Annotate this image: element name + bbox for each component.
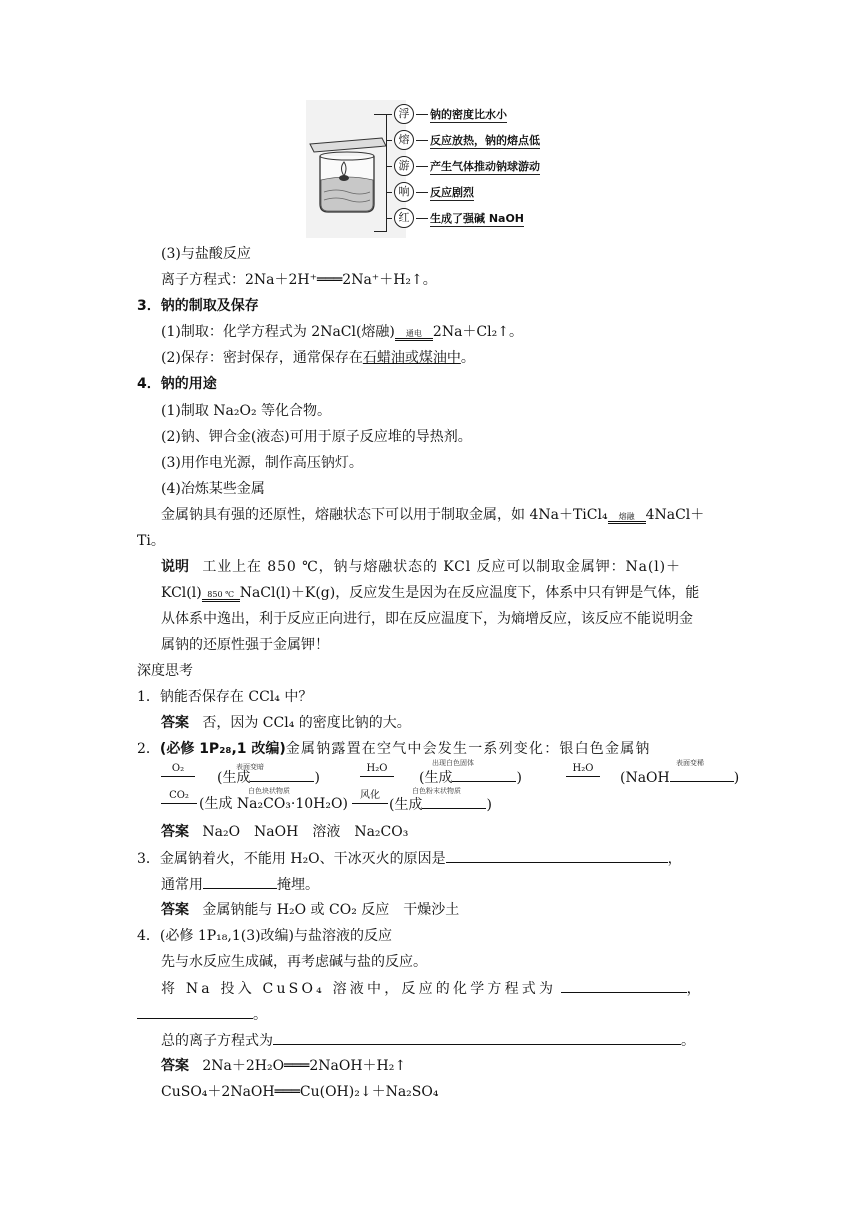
- step-product-label: (生成: [389, 797, 423, 813]
- question-2-text: 金属钠露置在空气中会发生一系列变化：银白色金属钠: [285, 741, 651, 757]
- step-reagent: CO₂: [169, 790, 189, 801]
- answer-blank[interactable]: [250, 767, 314, 782]
- step-product-label: (生成: [217, 770, 251, 786]
- metal-text: 金属钠具有强的还原性，熔融状态下可以用于制取金属，如 4Na＋TiCl₄: [161, 507, 608, 523]
- question-2-num: 2．: [137, 741, 160, 757]
- reaction-condition-arrow: [202, 590, 240, 602]
- answer-4-eq-2: CuSO₄＋2NaOH═══Cu(OH)₂↓＋Na₂SO₄: [161, 1084, 439, 1100]
- figure-item-label: 反应剧烈: [430, 185, 474, 199]
- prep-text: (1)制取：化学方程式为 2NaCl(熔融): [161, 324, 395, 340]
- reaction-condition-arrow: [395, 329, 433, 341]
- step-reagent: O₂: [171, 763, 185, 774]
- note-line-4: 属钠的还原性强于金属钾！: [161, 637, 329, 653]
- metal-condition: 熔融: [618, 512, 635, 521]
- hcl-eq: 2Na＋2H⁺═══2Na⁺＋H₂↑。: [245, 272, 437, 288]
- answer-blank[interactable]: [561, 978, 687, 993]
- answer-label: 答案: [161, 824, 189, 840]
- step-arrow: [360, 776, 394, 777]
- question-3-cont: [161, 874, 319, 895]
- answer-1-text: 否，因为 CCl₄ 的密度比钠的大。: [202, 715, 411, 731]
- step-observation: 白色粉末状物质: [412, 787, 461, 795]
- note-text-2b: NaCl(l)＋K(g)，反应发生是因为在反应温度下，体系中只有钾是气体，能: [239, 585, 700, 601]
- step-reagent: 风化: [360, 790, 380, 801]
- step-arrow: [566, 776, 600, 777]
- question-4-text-4: 总的离子方程式为: [161, 1033, 273, 1049]
- question-3-text: 3．金属钠着火，不能用 H₂O、干冰灭火的原因是: [137, 851, 446, 867]
- sodium-preparation: [161, 322, 523, 342]
- figure-item-char: 熔: [394, 130, 414, 150]
- note-condition: 850 ℃: [207, 590, 235, 599]
- prep-condition: 通电: [405, 329, 422, 338]
- answer-blank[interactable]: [137, 1004, 253, 1019]
- answer-3: [161, 900, 459, 920]
- hcl-eq-label: 离子方程式：: [161, 272, 245, 288]
- figure-item-label: 钠的密度比水小: [430, 107, 507, 121]
- question-3: 3．金属钠着火，不能用 H₂O、干冰灭火的原因是 ，: [137, 848, 682, 869]
- answer-label: 答案: [161, 902, 189, 918]
- store-answer: 石蜡油或煤油中: [362, 350, 461, 366]
- figure-item-char: 浮: [394, 104, 414, 124]
- figure-item: [392, 182, 474, 202]
- section-4-title: 4．钠的用途: [137, 376, 217, 392]
- use-item: (3)用作电光源，制作高压钠灯。: [161, 455, 363, 471]
- step-observation: 白色块状物质: [248, 787, 290, 795]
- figure-item-label: 反应放热，钠的熔点低: [430, 133, 540, 147]
- step-product-label: (NaOH: [620, 770, 670, 786]
- figure-item-char: 游: [394, 156, 414, 176]
- step-reagent: H₂O: [366, 763, 388, 774]
- note-line-1: [161, 557, 681, 577]
- step-observation: 出现白色固体: [432, 759, 474, 767]
- close-paren: ): [733, 770, 740, 786]
- figure-item-label: 生成了强碱 NaOH: [430, 211, 525, 225]
- answer-blank[interactable]: [446, 848, 668, 863]
- note-line-2: [161, 583, 699, 603]
- answer-label: 答案: [161, 715, 189, 731]
- step-observation: 表面变暗: [236, 763, 264, 771]
- hcl-equation: [161, 270, 437, 290]
- figure-item-label: 产生气体推动钠球游动: [430, 159, 540, 173]
- deep-thinking-title: 深度思考: [137, 663, 193, 679]
- question-4-line-2: 将 Na 投入 CuSO₄ 溶液中，反应的化学方程式为 ，: [161, 978, 701, 999]
- section-3-title: 3．钠的制取及保存: [137, 298, 259, 314]
- answer-blank[interactable]: [452, 767, 516, 782]
- note-line-3: 从体系中逸出，利于反应正向进行，即在反应温度下，为熵增反应，该反应不能说明金: [161, 611, 693, 627]
- note-text-1: 工业上在 850 ℃，钠与熔融状态的 KCl 反应可以制取金属钾：Na(l)＋: [202, 559, 681, 575]
- metal-product: 4NaCl＋: [645, 507, 705, 523]
- answer-blank[interactable]: [670, 767, 734, 782]
- figure-item: [392, 130, 540, 150]
- sodium-storage: [161, 348, 475, 368]
- metal-end: Ti。: [137, 533, 165, 549]
- hcl-heading: (3)与盐酸反应: [161, 246, 251, 262]
- figure-item: [392, 208, 524, 228]
- question-4: 4．(必修 1P₁₈,1(3)改编)与盐溶液的反应: [137, 928, 393, 944]
- step-observation: 表面变稀: [676, 759, 704, 767]
- store-end: 。: [460, 350, 475, 366]
- close-paren: ): [516, 770, 522, 786]
- question-3-text-b: 通常用: [161, 877, 203, 893]
- answer-1: [161, 713, 411, 733]
- question-4-text: 将 Na 投入 CuSO₄ 溶液中，反应的化学方程式为: [161, 981, 557, 997]
- use-item: (4)冶炼某些金属: [161, 481, 265, 497]
- period: 。: [253, 1007, 267, 1023]
- figure-item-char: 响: [394, 182, 414, 202]
- step-product: (生成 Na₂CO₃·10H₂O): [199, 796, 348, 812]
- answer-label: 答案: [161, 1058, 189, 1074]
- question-4-line-3: [137, 1004, 267, 1025]
- answer-blank[interactable]: [273, 1030, 681, 1045]
- answer-4-eq-1: 2Na＋2H₂O═══2NaOH＋H₂↑: [202, 1058, 407, 1074]
- note-text-2a: KCl(l): [161, 585, 202, 601]
- step-arrow: [161, 776, 195, 777]
- answer-2: [161, 822, 408, 842]
- answer-blank[interactable]: [203, 874, 277, 889]
- use-item: (2)钠、钾合金(液态)可用于原子反应堆的导热剂。: [161, 429, 472, 445]
- step-product-label: (生成: [419, 770, 453, 786]
- close-paren: ): [314, 770, 320, 786]
- reaction-condition-arrow: [608, 512, 646, 524]
- step-product: [217, 767, 320, 788]
- question-2-source: (必修 1P₂₈,1 改编): [159, 741, 286, 757]
- answer-2-text: Na₂O NaOH 溶液 Na₂CO₃: [202, 824, 409, 840]
- answer-3-text: 金属钠能与 H₂O 或 CO₂ 反应 干燥沙土: [202, 902, 460, 918]
- step-reagent: H₂O: [572, 763, 594, 774]
- figure-item: [392, 156, 540, 176]
- figure-item: [392, 104, 507, 124]
- step-product: [419, 767, 522, 788]
- step-arrow: [161, 803, 197, 804]
- use-item: (1)制取 Na₂O₂ 等化合物。: [161, 403, 332, 419]
- step-arrow: [352, 803, 388, 804]
- question-1: 1．钠能否保存在 CCl₄ 中？: [137, 689, 313, 705]
- step-product: [620, 767, 739, 788]
- store-text: (2)保存：密封保存，通常保存在: [161, 350, 363, 366]
- question-4-line-1: 先与水反应生成碱，再考虑碱与盐的反应。: [161, 954, 427, 970]
- question-3-text-c: 掩埋。: [277, 877, 319, 893]
- answer-blank[interactable]: [422, 794, 486, 809]
- metal-reduction: [161, 505, 704, 525]
- figure-item-char: 红: [394, 208, 414, 228]
- prep-product: 2Na＋Cl₂↑。: [432, 324, 523, 340]
- step-product: [389, 794, 492, 815]
- question-2: [137, 739, 651, 759]
- note-label: 说明: [161, 559, 189, 575]
- question-4-line-4: 总的离子方程式为 。: [161, 1030, 695, 1051]
- close-paren: ): [486, 797, 492, 813]
- answer-4: [161, 1056, 406, 1076]
